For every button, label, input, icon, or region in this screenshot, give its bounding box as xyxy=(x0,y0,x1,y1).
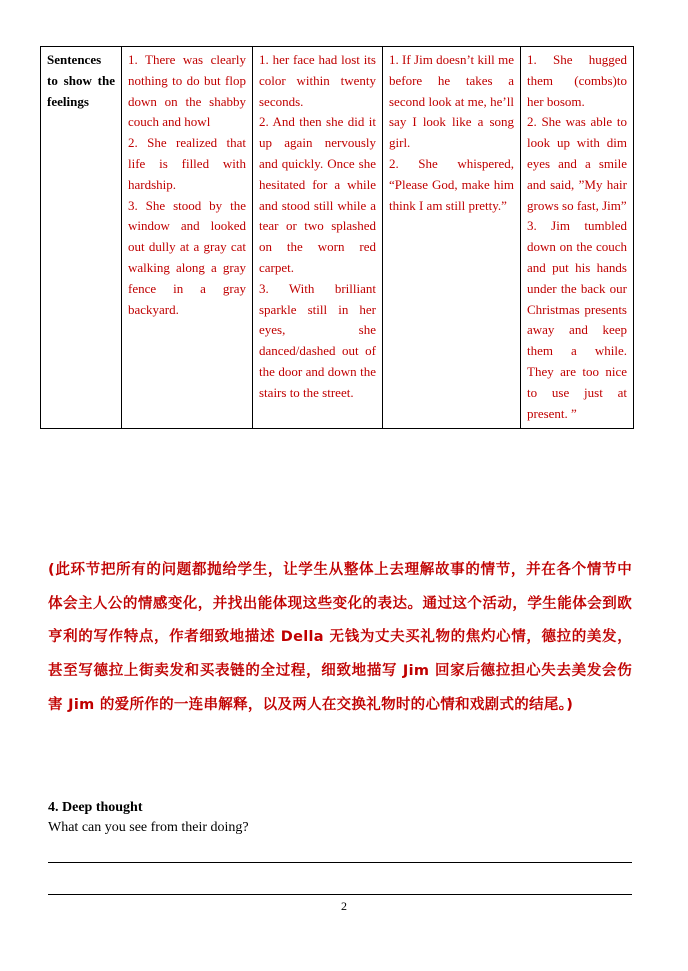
page-number: 2 xyxy=(341,899,347,913)
list-item: 1. If Jim doesn’t kill me before he takes a second look at me, he’ll say I look like a song girl. xyxy=(389,52,514,151)
answer-line xyxy=(48,894,632,895)
list-item: 1. her face had lost its color within twenty seconds. xyxy=(259,52,376,109)
list-item: 2. She was able to look up with dim eyes and a smile and said, ”My hair grows so fast, Jim” xyxy=(527,114,627,213)
column-cell-2 xyxy=(253,47,383,429)
list-item: 2. She realized that life is filled with hardship. xyxy=(128,135,246,192)
list-item: 1. There was clearly nothing to do but flop down on the shabby couch and howl xyxy=(128,52,246,130)
teaching-note: (此环节把所有的问题都抛给学生，让学生从整体上去理解故事的情节，并在各个情节中体会主人公的情感变化，并找出能体现这些变化的表达。通过这个活动，学生能体会到欧亨利的写作特点，作者细致地描述 Della 无钱为丈夫买礼物的焦灼心情，德拉的美发，甚至写德拉上街卖发和买表链的全过程，细致地描写 Jim 回家后德拉担心失去美发会伤害 Jim 的爱所作的一连串解释，以及两人在交换礼物时的心情和戏剧式的结尾。) xyxy=(48,562,632,713)
feelings-table xyxy=(40,46,634,429)
question-text: What can you see from their doing? xyxy=(48,820,249,835)
list-item: 2. And then she did it up again nervously and quickly. Once she hesitated for a while and stood still while a tear or two splashed on the worn red carpet. xyxy=(259,114,376,275)
section-title: 4. Deep thought xyxy=(48,800,143,815)
row-header-cell: Sentences to show the feelings xyxy=(41,47,122,429)
answer-line xyxy=(48,862,632,863)
column-cell-4 xyxy=(521,47,634,429)
table-row xyxy=(41,47,634,429)
list-item: 3. With brilliant sparkle still in her eyes, she danced/dashed out of the door and down the stairs to the street. xyxy=(259,280,376,400)
list-item: 2. She whispered, “Please God, make him think I am still pretty.” xyxy=(389,155,514,213)
column-cell-3 xyxy=(383,47,521,429)
list-item: 3. She stood by the window and looked out dully at a gray cat walking along a gray fence in a gray backyard. xyxy=(128,197,246,317)
list-item: 3. Jim tumbled down on the couch and put his hands under the back our Christmas presents away and keep them a while. They are too nice to use just at present. ” xyxy=(527,218,627,421)
column-cell-1 xyxy=(122,47,253,429)
list-item: 1. She hugged them (combs)to her bosom. xyxy=(527,52,627,109)
